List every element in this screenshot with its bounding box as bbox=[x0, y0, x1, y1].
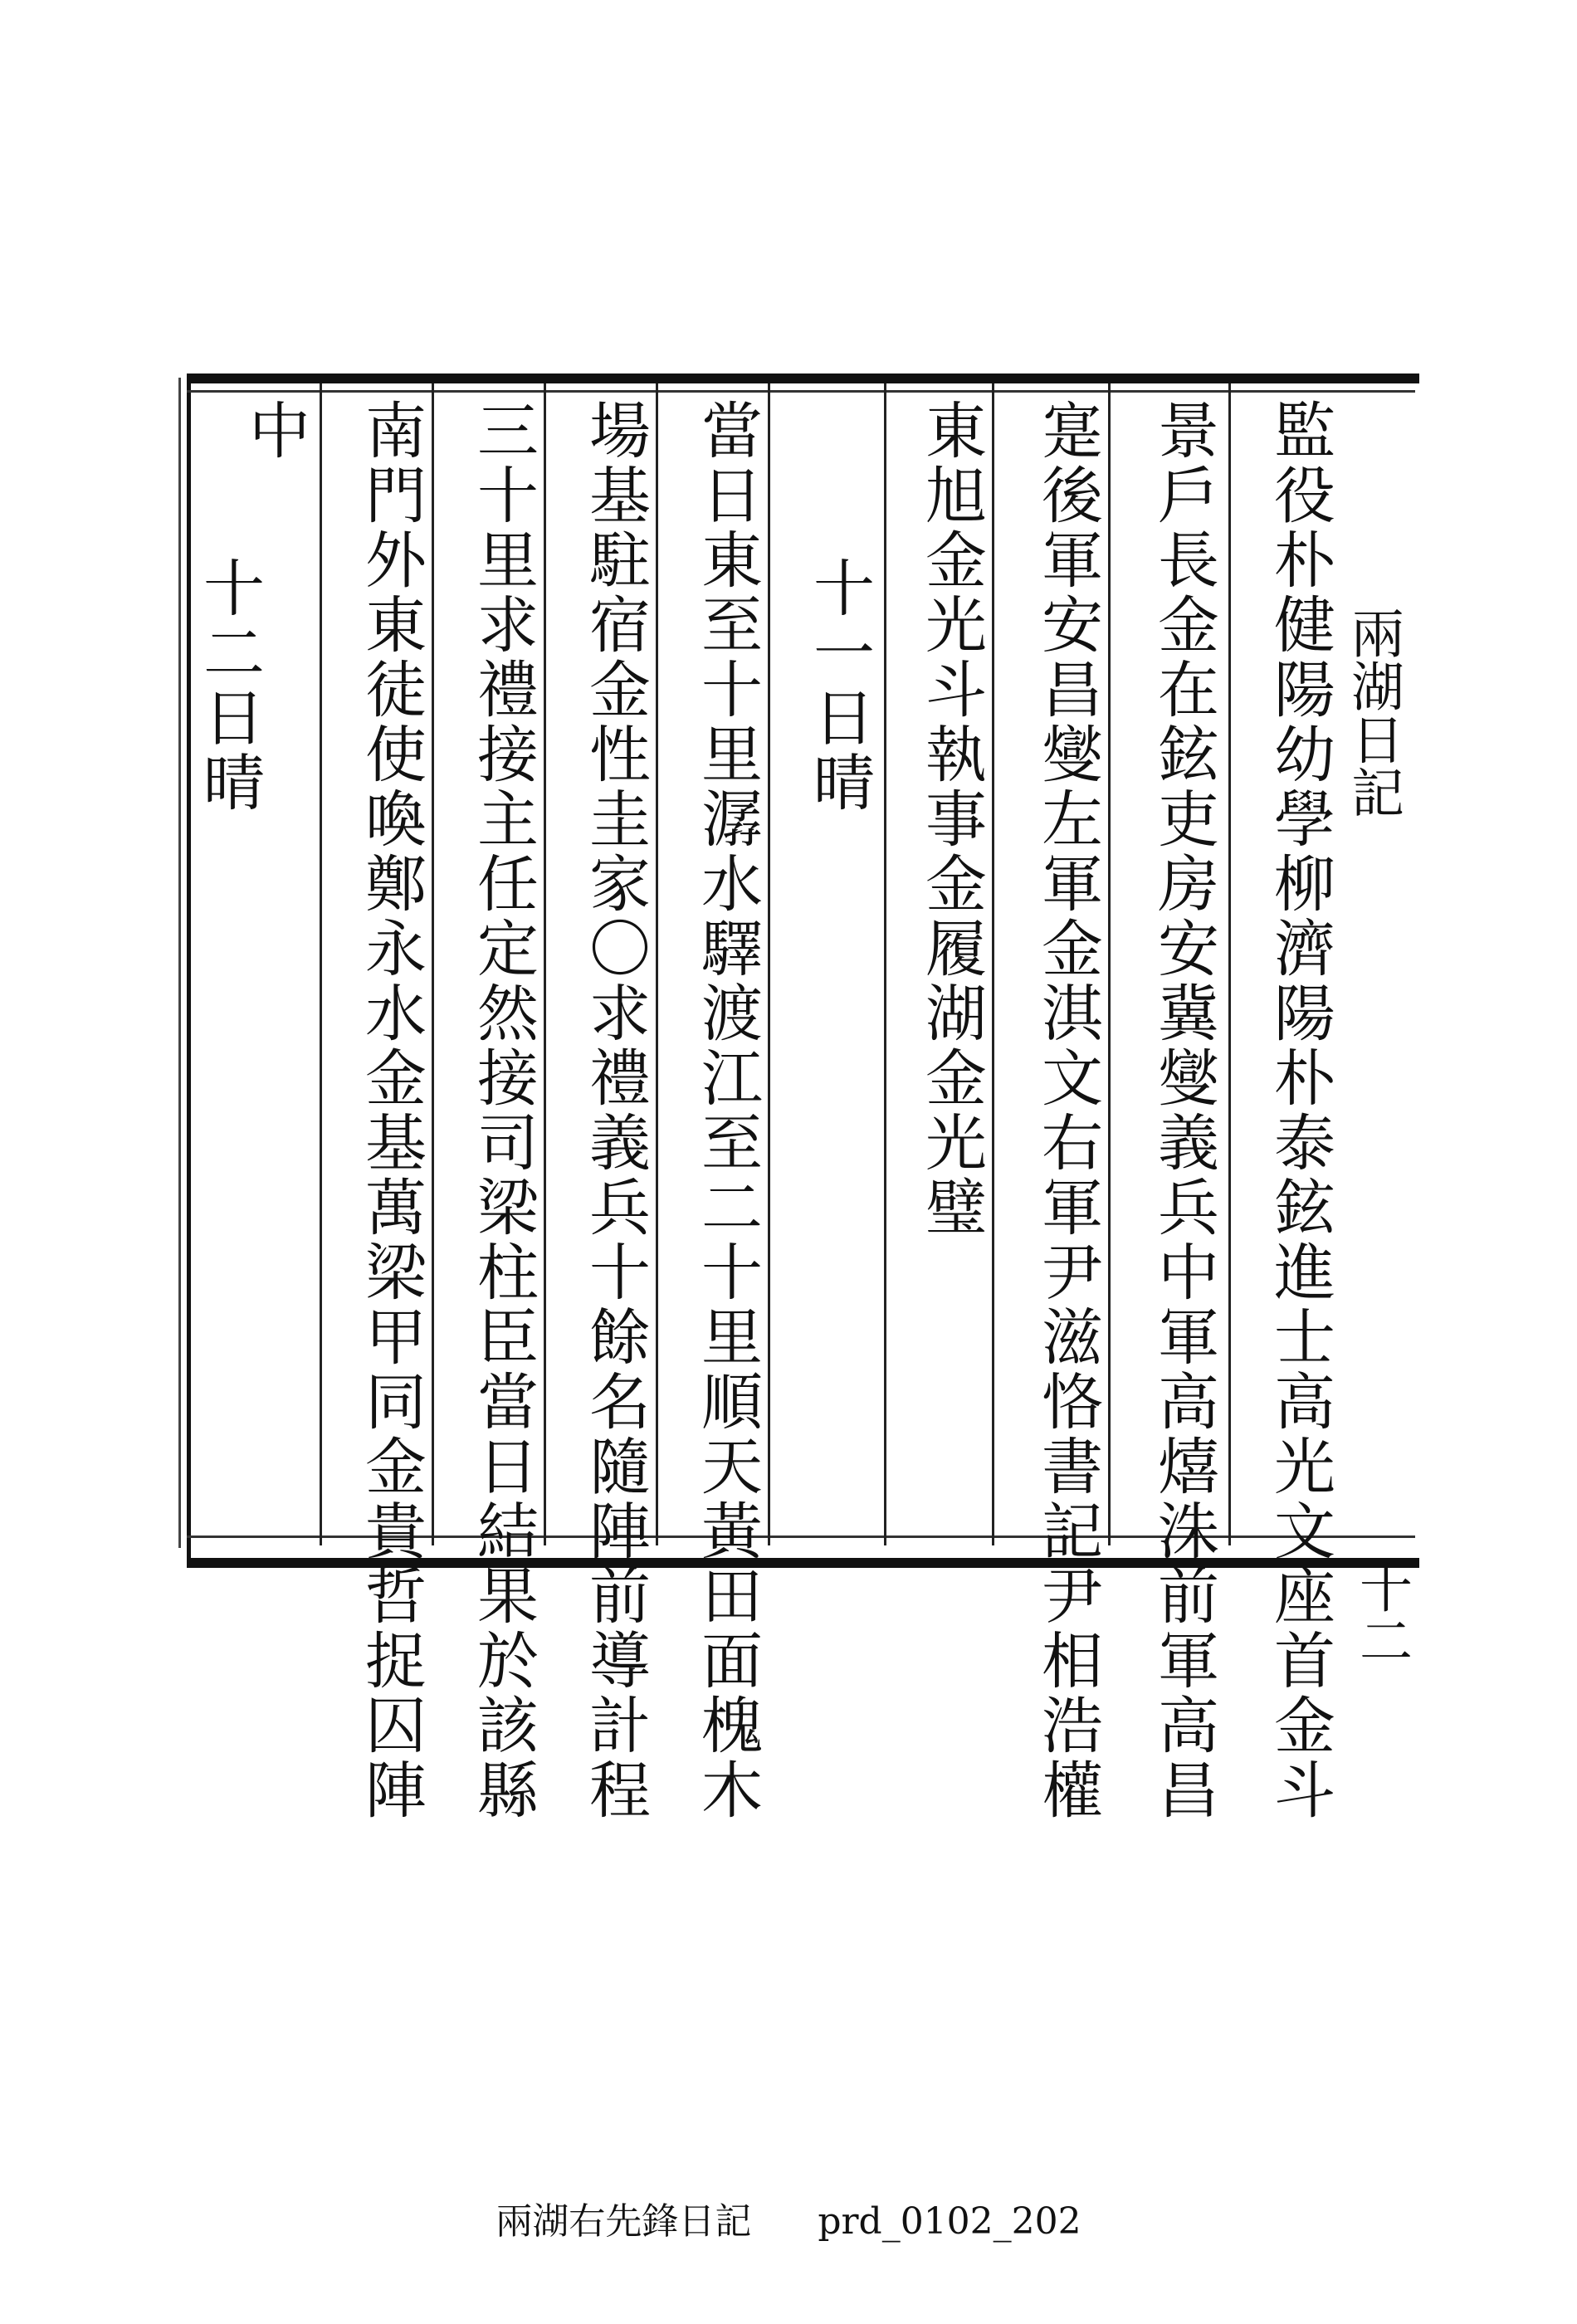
text-column-9: 南門外東徒使喚鄭永水金基萬梁甲同金貴哲捉囚陣 bbox=[355, 398, 427, 1823]
column-rule bbox=[768, 383, 770, 1545]
text-column-8: 三十里求禮接主任定然接司梁柱臣當日結果於該縣 bbox=[467, 398, 539, 1823]
text-column-4: 東旭金光斗執事金履湖金光璧 bbox=[915, 398, 987, 1240]
column-rule bbox=[320, 383, 322, 1545]
text-column-6: 當日東至十里潺水驛渡江至二十里順天黃田面槐木 bbox=[691, 398, 763, 1823]
text-column-1: 監役朴健陽幼學柳濟陽朴泰鉉進士高光文座首金斗 bbox=[1264, 398, 1335, 1823]
column-rule bbox=[884, 383, 886, 1545]
margin-book-title: 兩湖日記 bbox=[1342, 606, 1404, 818]
frame-inner-top-line bbox=[187, 390, 1415, 393]
text-column-7: 場基駐宿金性圭家〇求禮義兵十餘名隨陣前導計程 bbox=[579, 398, 651, 1823]
text-column-3: 寔後軍安昌燮左軍金淇文右軍尹滋恪書記尹相浩權 bbox=[1032, 398, 1103, 1823]
column-rule bbox=[1108, 383, 1111, 1545]
column-rule bbox=[1228, 383, 1231, 1545]
column-rule bbox=[544, 383, 546, 1545]
margin-page-number: 十二 bbox=[1350, 1560, 1412, 1667]
column-rule bbox=[992, 383, 994, 1545]
column-rule bbox=[432, 383, 434, 1545]
text-column-2: 景戶長金在鉉吏房安冀燮義兵中軍高熺洙前軍高昌 bbox=[1148, 398, 1219, 1823]
footer-caption bbox=[0, 2191, 1577, 2244]
text-column-11: 十二日晴 bbox=[193, 556, 265, 815]
column-rule bbox=[656, 383, 658, 1545]
footer-code: prd_0102_202 bbox=[818, 2200, 1081, 2243]
text-column-10: 中 bbox=[239, 398, 310, 463]
outer-border-line bbox=[178, 378, 181, 1548]
text-column-5: 十一日晴 bbox=[803, 556, 875, 815]
footer-title: 兩湖右先鋒日記 bbox=[496, 2200, 752, 2243]
